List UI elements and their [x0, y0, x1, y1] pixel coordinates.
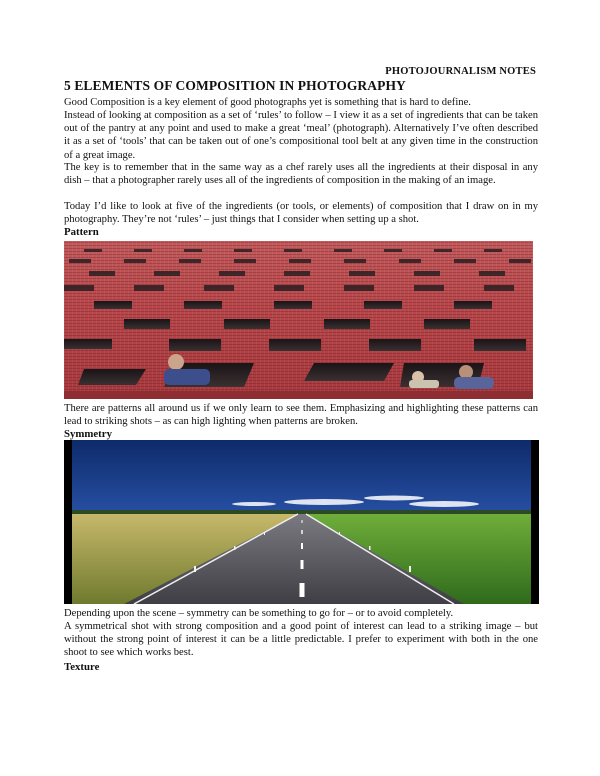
article-title: 5 ELEMENTS OF COMPOSITION IN PHOTOGRAPHY: [64, 78, 406, 93]
section-heading-texture: Texture: [64, 661, 100, 673]
road-landscape-illustration: [64, 440, 539, 604]
symmetry-photo: [64, 440, 539, 604]
intro-paragraph-2: Instead of looking at composition as a set of ‘rules’ to follow – I view it as a set of ingredients that can be taken out of the pantry at any point and used to make a great ‘meal’ (photograph). Alternatively I’ve often described it as a set of ‘tools’ that can be taken out of one’s compositional tool belt at any given time in the construction of a great image.: [64, 110, 538, 161]
brick-facade-illustration: [64, 241, 533, 399]
intro-paragraph-3: The key is to remember that in the same way as a chef rarely uses all the ingredients at their disposal in any dish – that a photographer rarely uses all of the ingredients of composition in the making of an image.: [64, 162, 538, 187]
pattern-photo: [64, 241, 533, 399]
intro-paragraph-4: Today I’d like to look at five of the ingredients (or tools, or elements) of composition that I draw on in my photography. They’re not ‘rules’ – just things that I consider when setting up a shot.: [64, 201, 538, 226]
section-heading-pattern: Pattern: [64, 226, 99, 238]
section-heading-symmetry: Symmetry: [64, 428, 112, 440]
symmetry-paragraph-1: Depending upon the scene – symmetry can be something to go for – or to avoid completely.: [64, 608, 454, 619]
symmetry-paragraph-2: A symmetrical shot with strong composition and a good point of interest can lead to a striking image – but without the strong point of interest it can be a little predictable. I prefer to experiment with both in the one shoot to see which works best.: [64, 621, 538, 659]
intro-paragraph-1: Good Composition is a key element of good photographs yet is something that is hard to define.: [64, 97, 471, 108]
running-header: PHOTOJOURNALISM NOTES: [385, 66, 536, 77]
pattern-paragraph: There are patterns all around us if we only learn to see them. Emphasizing and highlighting these patterns can lead to striking shots – as can high lighting when patterns are broken.: [64, 403, 538, 428]
